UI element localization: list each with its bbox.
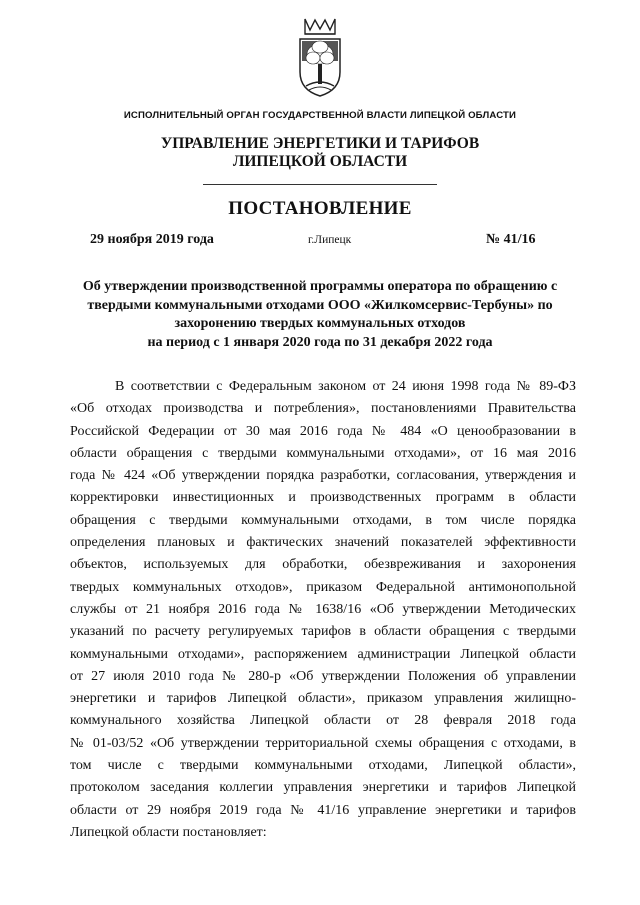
body-line: Липецкой области постановляет: bbox=[70, 824, 267, 840]
body-line: объектов, используемых для обработки, обезвреживания и захоронения bbox=[70, 557, 576, 573]
body-line: службы от 21 ноября 2016 года № 1638/16 «Об утверждении Методических bbox=[70, 601, 576, 617]
department-name bbox=[0, 135, 640, 171]
body-line: протоколом заседания коллегии управления энергетики и тарифов Липецкой bbox=[70, 780, 576, 796]
body-line: от 27 июля 2010 года № 280-р «Об утверждении Положения об управлении bbox=[70, 668, 576, 684]
coat-of-arms-emblem bbox=[296, 14, 344, 98]
title-line: Об утверждении производственной программы оператора по обращению с bbox=[82, 279, 558, 294]
body-line: твердых коммунальных отходов», приказом Федеральной антимонопольной bbox=[70, 579, 576, 595]
authority-name: ИСПОЛНИТЕЛЬНЫЙ ОРГАН ГОСУДАРСТВЕННОЙ ВЛАСТИ ЛИПЕЦКОЙ ОБЛАСТИ bbox=[123, 110, 517, 121]
department-line: ЛИПЕЦКОЙ ОБЛАСТИ bbox=[232, 153, 408, 170]
title-line: захоронению твердых коммунальных отходов bbox=[174, 316, 466, 331]
body-line: области от 29 ноября 2019 года № 41/16 управление энергетики и тарифов bbox=[70, 802, 576, 818]
body-line: обращения с твердыми коммунальными отходами, в том числе порядка bbox=[70, 512, 576, 528]
body-line: В соответствии с Федеральным законом от 24 июня 1998 года № 89-ФЗ bbox=[115, 379, 576, 394]
body-paragraph bbox=[70, 376, 576, 844]
body-line: года № 424 «Об утверждении порядка разработки, согласования, утверждения и bbox=[70, 468, 576, 484]
title-line: на период с 1 января 2020 года по 31 декабря 2022 года bbox=[147, 334, 493, 350]
body-line: области обращения с твердыми коммунальными отходами», от 16 мая 2016 bbox=[70, 445, 576, 461]
document-type: ПОСТАНОВЛЕНИЕ bbox=[228, 198, 412, 219]
document-title bbox=[0, 278, 640, 352]
body-line: определения плановых и фактических значений показателей эффективности bbox=[70, 535, 576, 551]
body-line: коммунальными отходами», распоряжением администрации Липецкой области bbox=[70, 646, 576, 662]
document-date: 29 ноября 2019 года bbox=[90, 232, 214, 247]
title-line: твердыми коммунальными отходами ООО «Жилкомсервис-Тербуны» по bbox=[87, 297, 553, 313]
header-divider bbox=[203, 184, 437, 185]
document-number: № 41/16 bbox=[486, 232, 536, 247]
body-line: Российской Федерации от 30 мая 2016 года № 484 «О ценообразовании в bbox=[70, 423, 576, 439]
body-line: энергетики и тарифов Липецкой области», приказом управления жилищно- bbox=[70, 691, 576, 707]
department-line: УПРАВЛЕНИЕ ЭНЕРГЕТИКИ И ТАРИФОВ bbox=[160, 135, 480, 152]
body-line: «Об отходах производства и потребления», постановлениями Правительства bbox=[70, 401, 576, 417]
document-city: г.Липецк bbox=[308, 234, 352, 246]
body-line: том числе с твердыми коммунальными отходами, Липецкой области», bbox=[70, 758, 576, 774]
body-line: указаний по расчету регулируемых тарифов в области обращения с твердыми bbox=[70, 624, 576, 640]
body-line: коммунального хозяйства Липецкой области от 28 февраля 2018 года bbox=[70, 713, 576, 729]
body-line: № 01-03/52 «Об утверждении территориальной схемы обращения с отходами, в bbox=[70, 735, 576, 751]
body-line: корректировки инвестиционных и производственных программ в области bbox=[70, 490, 576, 506]
